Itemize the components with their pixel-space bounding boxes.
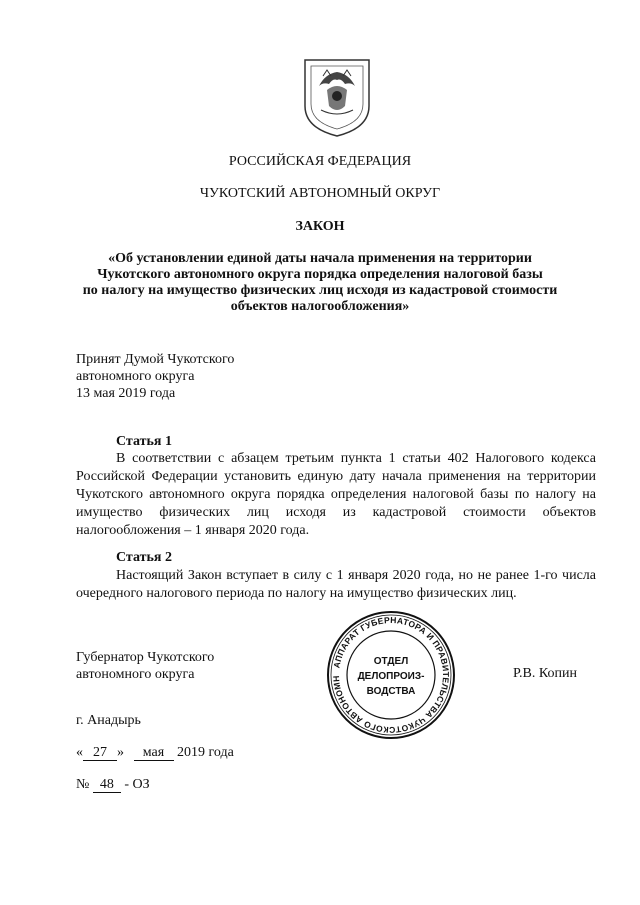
article-2-text: Настоящий Закон вступает в силу с 1 января 2020 года, но не ранее 1-го числа очередного налогового периода по налогу на имущество физических лиц. <box>76 568 596 601</box>
signatory-position-line: автономного округа <box>76 667 195 682</box>
law-title-line: «Об установлении единой даты начала применения на территории <box>108 251 532 266</box>
date-close-quote: » <box>117 745 124 760</box>
number-suffix: - ОЗ <box>124 777 150 792</box>
adoption-date: 13 мая 2019 года <box>76 386 176 401</box>
date-day: 27 <box>83 746 117 761</box>
date-month: мая <box>134 746 174 761</box>
signatory-position <box>76 649 214 683</box>
document-type: ЗАКОН <box>295 219 345 234</box>
adoption-line: автономного округа <box>76 369 195 384</box>
region-title: ЧУКОТСКИЙ АВТОНОМНЫЙ ОКРУГ <box>199 186 441 201</box>
number-prefix: № <box>76 777 90 792</box>
adoption-info <box>76 351 234 402</box>
law-title <box>0 251 640 315</box>
article-1-heading: Статья 1 <box>116 434 172 449</box>
law-title-line: Чукотского автономного округа порядка определения налоговой базы <box>97 267 543 282</box>
number-value: 48 <box>93 778 121 793</box>
article-2-heading: Статья 2 <box>116 550 172 565</box>
date-open-quote: « <box>76 745 83 760</box>
city: г. Анадырь <box>76 713 141 728</box>
stamp-inner-line: ВОДСТВА <box>366 686 416 697</box>
law-number <box>76 777 150 793</box>
stamp-inner-line: ОТДЕЛ <box>373 656 409 667</box>
official-stamp <box>326 610 456 740</box>
stamp-ring-text: АППАРАТ ГУБЕРНАТОРА И ПРАВИТЕЛЬСТВА ЧУКОТСКОГО АВТОНОМН <box>330 614 452 736</box>
coat-of-arms-icon <box>301 56 373 140</box>
date-year: 2019 года <box>177 745 234 760</box>
article-1-text: В соответствии с абзацем третьим пункта 1 статьи 402 Налогового кодекса Российской Федерации установить единую дату начала применения на территории Чукотского автономного округа порядка определения налоговой базы по налогу на имущество физических лиц исходя из кадастровой стоимости объектов налогообложения – 1 января 2020 года. <box>76 451 596 538</box>
adoption-line: Принят Думой Чукотского <box>76 352 235 367</box>
sign-date <box>76 745 234 761</box>
signatory-position-line: Губернатор Чукотского <box>76 650 215 665</box>
stamp-inner-line: ДЕЛОПРОИЗ- <box>357 671 425 682</box>
law-title-line: по налогу на имущество физических лиц исходя из кадастровой стоимости <box>82 283 558 298</box>
law-title-line: объектов налогообложения» <box>230 299 410 314</box>
signatory-name: Р.В. Копин <box>513 666 577 681</box>
country-title: РОССИЙСКАЯ ФЕДЕРАЦИЯ <box>228 154 412 169</box>
